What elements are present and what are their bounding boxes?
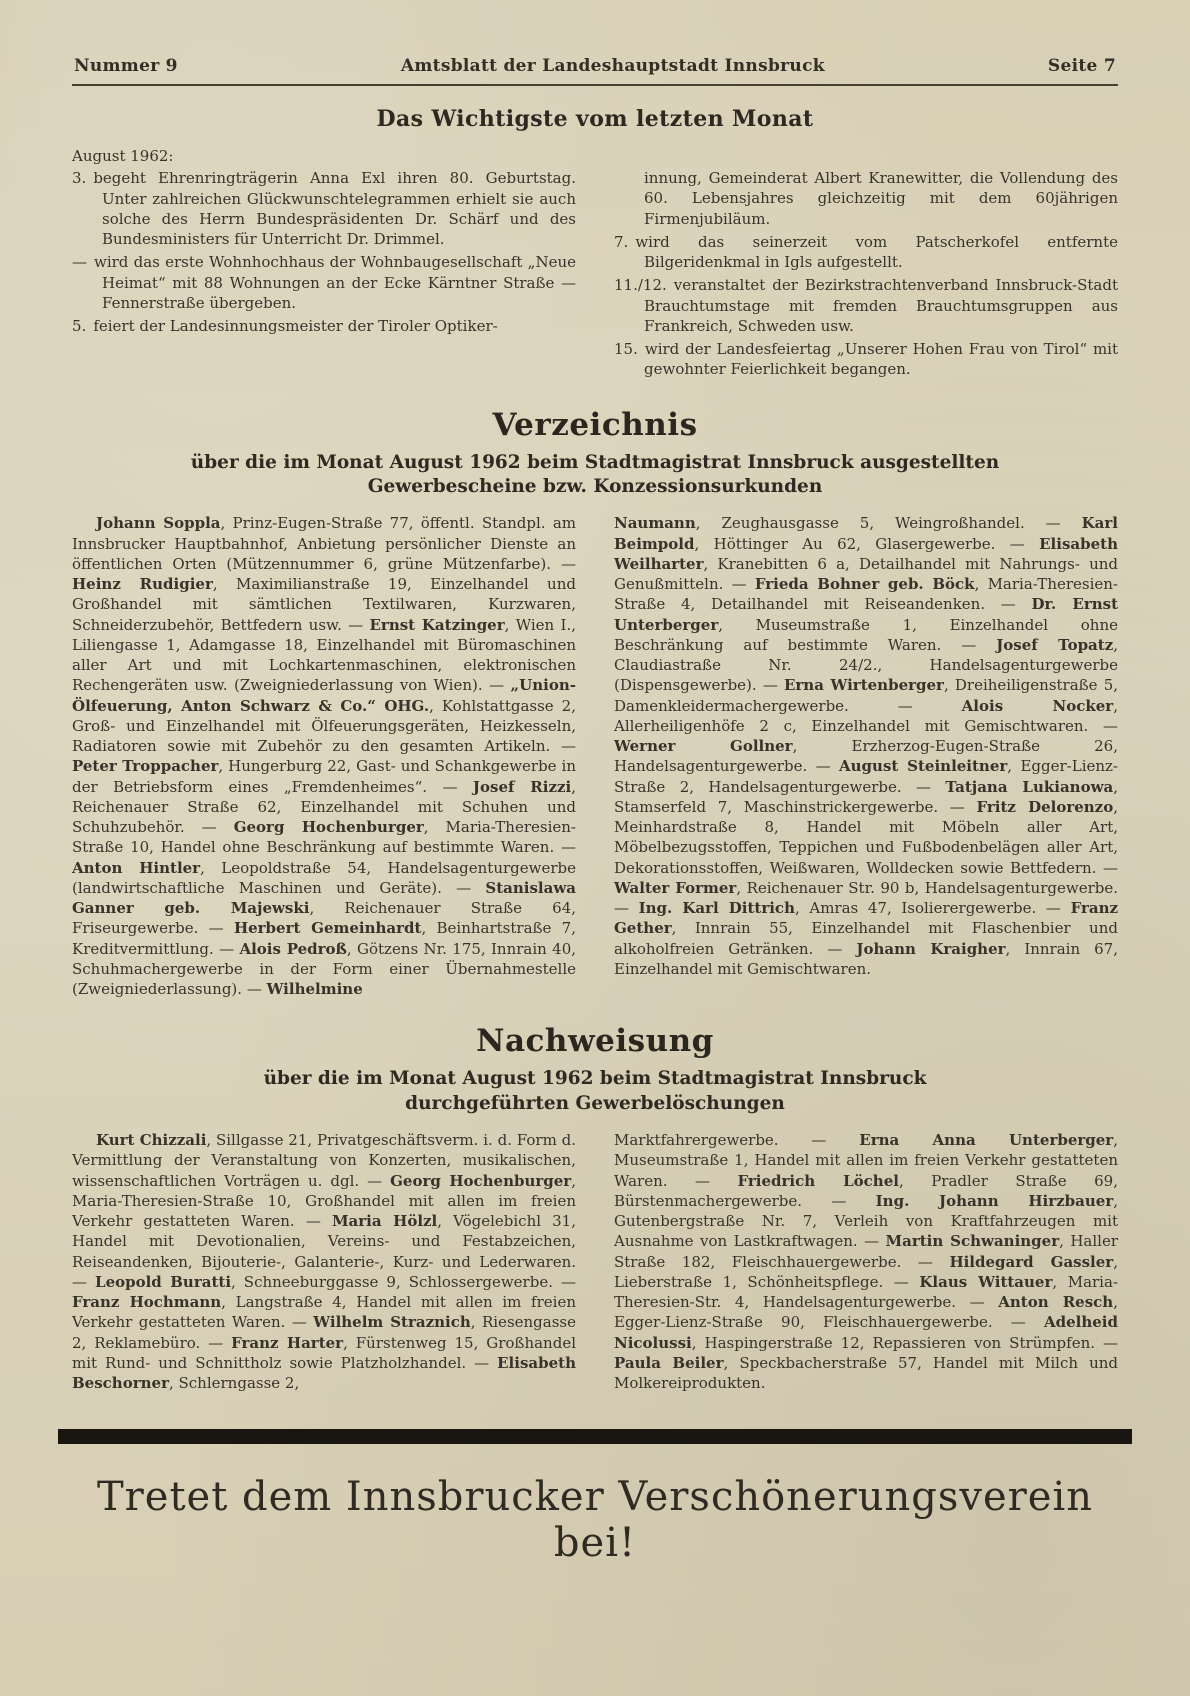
nachweisung-title: Nachweisung xyxy=(476,1023,714,1060)
banner-text: Tretet dem Innsbrucker Verschönerungsverein bei! xyxy=(96,1474,1094,1567)
verzeichnis-left-column: Johann Soppla, Prinz-Eugen-Straße 77, öffentl. Standpl. am Innsbrucker Hauptbahnhof, Anbietung persönlicher Dienste an öffentlichen Orten (Mützennummer 6, grüne Mützenfarbe). — Heinz Rudigier, Maximilianstraße 19, Einzelhandel und Großhandel mit sämtlichen Textilwaren, Kurzwaren, Schneiderzubehör, Bettfedern usw. — Ernst Katzinger, Wien I., Liliengasse 1, Adamgasse 18, Einzelhandel mit Büromaschinen aller Art und mit Lochkartenmaschinen, elektronischen Rechengeräten usw. (Zweigniederlassung von Wien). — „Union-Ölfeuerung, Anton Schwarz & Co.“ OHG., Kohlstattgasse 2, Groß- und Einzelhandel mit Ölfeuerungsgeräten, Heizkesseln, Radiatoren sowie mit Zubehör zu den gesamten Artikeln. — Peter Troppacher, Hungerburg 22, Gast- und Schankgewerbe in der Betriebsform eines „Fremdenheimes“. — Josef Rizzi, Reichenauer Straße 62, Einzelhandel mit Schuhen und Schuhzubehör. — Georg Hochenburger, Maria-Theresien-Straße 10, Handel ohne Beschränkung auf bestimmte Waren. — Anton Hintler, Leopoldstraße 54, Handelsagenturgewerbe (landwirtschaftliche Maschinen und Geräte). — Stanislawa Ganner geb. Majewski, Reichenauer Straße 64, Friseurgewerbe. — Herbert Gemeinhardt, Beinhartstraße 7, Kreditvermittlung. — Alois Pedroß, Götzens Nr. 175, Innrain 40, Schuhmachergewerbe in der Form einer Übernahmestelle (Zweigniederlassung). — Wilhelmine xyxy=(72,514,576,999)
verzeichnis-subtitle-line2: Gewerbescheine bzw. Konzessionsurkunden xyxy=(367,475,823,497)
nachweisung-subtitle-line2: durchgeführten Gewerbelöschungen xyxy=(405,1092,785,1114)
masthead-issue-number: Nummer 9 xyxy=(74,56,178,76)
item-marker: 7. xyxy=(614,232,629,251)
highlights-columns xyxy=(72,146,1118,383)
list-item xyxy=(72,252,576,313)
item-text: veranstaltet der Bezirkstrachtenverband Innsbruck-Stadt Brauchtumstage mit fremden Brauchtumsgruppen aus Frankreich, Schweden usw. xyxy=(644,276,1118,335)
item-marker: 15. xyxy=(614,340,638,358)
item-text: wird das seinerzeit vom Patscherkofel entfernte Bilgeridenkmal in Igls aufgestellt. xyxy=(635,232,1118,271)
item-marker: 5. xyxy=(72,317,87,335)
highlights-left-column xyxy=(72,146,576,383)
column-spacer xyxy=(614,146,1118,168)
masthead-title: Amtsblatt der Landeshauptstadt Innsbruck xyxy=(400,56,825,76)
masthead-page-number: Seite 7 xyxy=(1047,56,1116,76)
verzeichnis-title: Verzeichnis xyxy=(492,406,698,443)
list-item xyxy=(614,275,1118,336)
list-item xyxy=(614,339,1118,380)
highlights-section-title: Das Wichtigste vom letzten Monat xyxy=(376,106,814,132)
verzeichnis-subtitle xyxy=(72,451,1118,500)
item-marker: 11./12. xyxy=(614,276,667,295)
list-item xyxy=(72,316,576,336)
list-item-continuation: innung, Gemeinderat Albert Kranewitter, die Vollendung des 60. Lebensjahres gleichzeitig mit dem 60jährigen Firmenjubiläum. xyxy=(644,169,1118,228)
list-item xyxy=(614,232,1118,273)
nachweisung-left-column: Kurt Chizzali, Sillgasse 21, Privatgeschäftsverm. i. d. Form d. Vermittlung der Veranstaltung von Konzerten, musikalischen, wissenschaftlichen Vorträgen u. dgl. — Georg Hochenburger, Maria-Theresien-Straße 10, Großhandel mit allen im freien Verkehr gestatteten Waren. — Maria Hölzl, Vögelebichl 31, Handel mit Devotionalien, Vereins- und Festabzeichen, Reiseandenken, Bijouterie-, Galanterie-, Kurz- und Lederwaren. — Leopold Buratti, Schneeburggasse 9, Schlossergewerbe. — Franz Hochmann, Langstraße 4, Handel mit allen im freien Verkehr gestatteten Waren. — Wilhelm Straznich, Riesengasse 2, Reklamebüro. — Franz Harter, Fürstenweg 15, Großhandel mit Rund- und Schnittholz sowie Platzholzhandel. — Elisabeth Beschorner, Schlerngasse 2, xyxy=(72,1131,576,1393)
item-text: begeht Ehrenringträgerin Anna Exl ihren 80. Geburtstag. Unter zahlreichen Glückwunschtelegrammen erhielt sie auch solche des Herrn Bundespräsidenten Dr. Schärf und des Bundesministers für Unterricht Dr. Drimmel. xyxy=(93,169,576,248)
masthead xyxy=(72,56,1118,86)
nachweisung-columns xyxy=(72,1130,1118,1393)
nachweisung-subtitle xyxy=(72,1067,1118,1116)
item-text: feiert der Landesinnungsmeister der Tiroler Optiker- xyxy=(93,317,498,335)
list-item xyxy=(72,168,576,249)
divider-bar xyxy=(58,1429,1132,1444)
verzeichnis-subtitle-line1: über die im Monat August 1962 beim Stadtmagistrat Innsbruck ausgestellten xyxy=(190,451,1000,473)
item-marker: — xyxy=(72,253,87,272)
nachweisung-right-column: Marktfahrergewerbe. — Erna Anna Unterberger, Museumstraße 1, Handel mit allen im freien Verkehr gestatteten Waren. — Friedrich Löchel, Pradler Straße 69, Bürstenmachergewerbe. — Ing. Johann Hirzbauer, Gutenbergstraße Nr. 7, Verleih von Kraftfahrzeugen mit Ausnahme von Lastkraftwagen. — Martin Schwaninger, Haller Straße 182, Fleischhauergewerbe. — Hildegard Gassler, Lieberstraße 1, Schönheitspflege. — Klaus Wittauer, Maria-Theresien-Str. 4, Handelsagenturgewerbe. — Anton Resch, Egger-Lienz-Straße 90, Fleischhauergewerbe. — Adelheid Nicolussi, Haspingerstraße 12, Repassieren von Strümpfen. — Paula Beiler, Speckbacherstraße 57, Handel mit Milch und Molkereiprodukten. xyxy=(614,1131,1119,1393)
highlights-right-column xyxy=(614,146,1118,383)
item-text: wird das erste Wohnhochhaus der Wohnbaugesellschaft „Neue Heimat“ mit 88 Wohnungen an der Ecke Kärntner Straße — Fennerstraße übergeben. xyxy=(94,253,576,312)
verzeichnis-columns xyxy=(72,513,1118,999)
verzeichnis-right-column: Naumann, Zeughausgasse 5, Weingroßhandel. — Karl Beimpold, Höttinger Au 62, Glasergewerbe. — Elisabeth Weilharter, Kranebitten 6 a, Detailhandel mit Nahrungs- und Genußmitteln. — Frieda Bohner geb. Böck, Maria-Theresien-Straße 4, Detailhandel mit Reiseandenken. — Dr. Ernst Unterberger, Museumstraße 1, Einzelhandel ohne Beschränkung auf bestimmte Waren. — Josef Topatz, Claudiastraße Nr. 24/2., Handelsagenturgewerbe (Dispensgewerbe). — Erna Wirtenberger, Dreiheiligenstraße 5, Damenkleidermachergewerbe. — Alois Nocker, Allerheiligenhöfe 2 c, Einzelhandel mit Gemischtwaren. — Werner Gollner, Erzherzog-Eugen-Straße 26, Handelsagenturgewerbe. — August Steinleitner, Egger-Lienz-Straße 2, Handelsagenturgewerbe. — Tatjana Lukianowa, Stamserfeld 7, Maschinstrickergewerbe. — Fritz Delorenzo, Meinhardstraße 8, Handel mit Möbeln aller Art, Möbelbezugsstoffen, Teppichen und Fußbodenbelägen aller Art, Dekorationsstoffen, Weißwaren, Wolldecken sowie Bettfedern. — Walter Former, Reichenauer Str. 90 b, Handelsagenturgewerbe. — Ing. Karl Dittrich, Amras 47, Isolierergewerbe. — Franz Gether, Innrain 55, Einzelhandel mit Flaschenbier und alkoholfreien Getränken. — Johann Kraigher, Innrain 67, Einzelhandel mit Gemischtwaren. xyxy=(614,514,1119,978)
highlights-intro: August 1962: xyxy=(72,147,174,165)
item-marker: 3. xyxy=(72,169,87,188)
nachweisung-subtitle-line1: über die im Monat August 1962 beim Stadtmagistrat Innsbruck xyxy=(263,1068,927,1090)
item-text: wird der Landesfeiertag „Unserer Hohen Frau von Tirol“ mit gewohnter Feierlichkeit begangen. xyxy=(644,340,1118,379)
